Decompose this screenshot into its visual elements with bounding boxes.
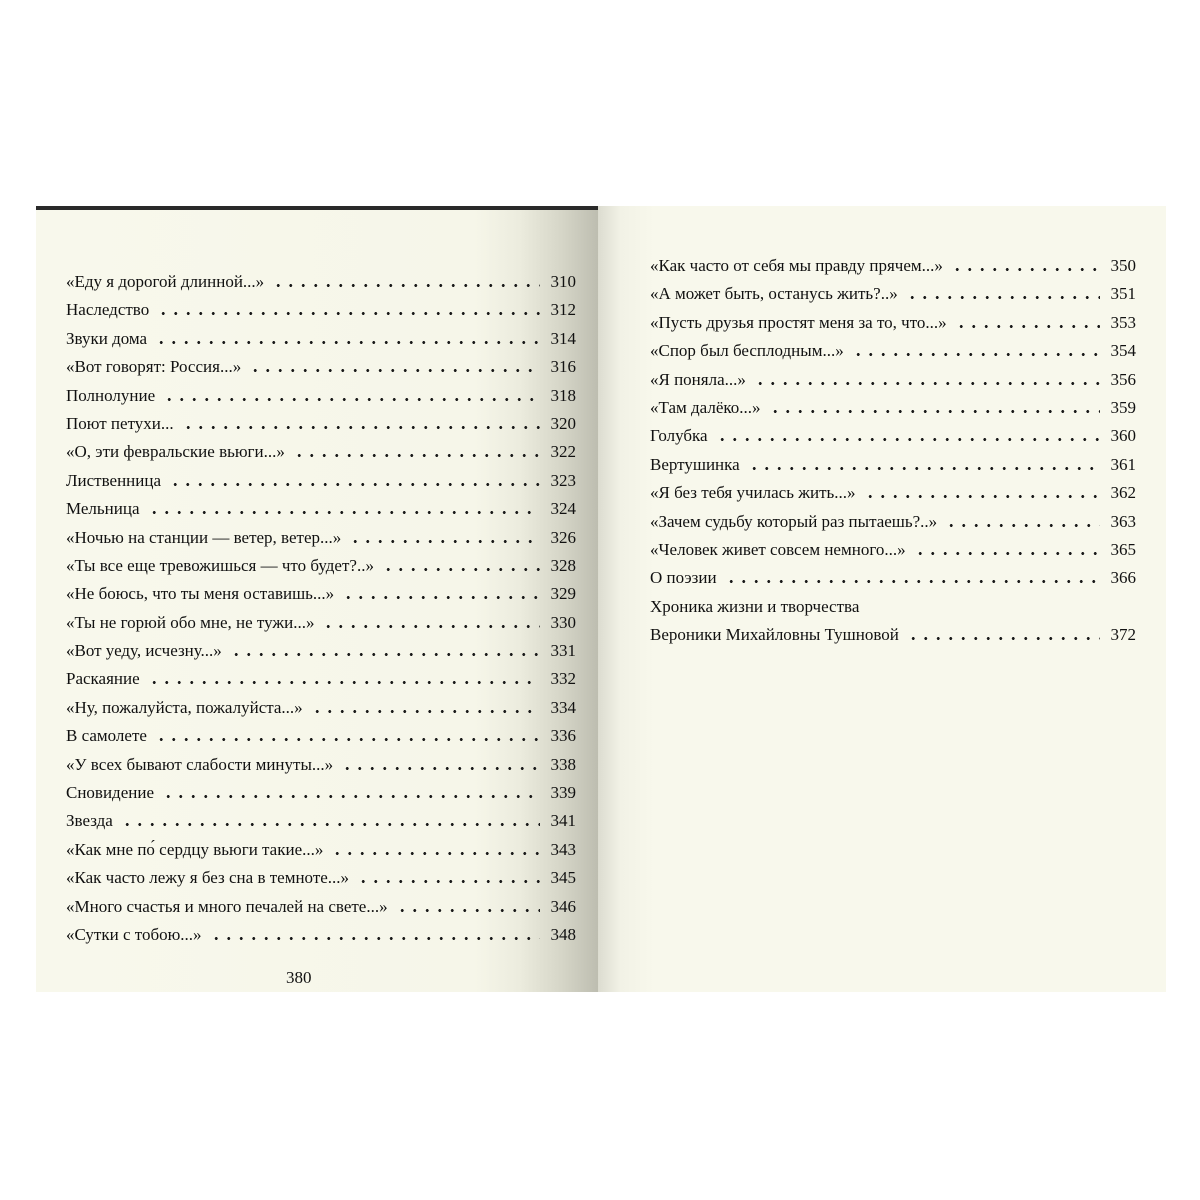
left-page (36, 206, 598, 992)
toc-entry (650, 422, 1136, 450)
toc-entry-title: «Я без тебя училась жить...» (650, 483, 856, 503)
dot-leader (914, 552, 1100, 555)
toc-entry-page-number: 362 (1110, 483, 1136, 503)
dot-leader (754, 382, 1100, 385)
toc-entry-title: «О, эти февральские вьюги...» (66, 442, 285, 462)
toc-entry-page-number: 366 (1110, 568, 1136, 588)
toc-entry (650, 252, 1136, 280)
toc-entry-page-number: 354 (1110, 341, 1136, 361)
toc-entry-title: «Вот говорят: Россия...» (66, 357, 242, 377)
toc-entry-page-number: 360 (1110, 426, 1136, 446)
toc-entry-title: «Человек живет совсем немного...» (650, 539, 906, 559)
dot-leader (163, 398, 540, 401)
toc-entry-page-number: 359 (1110, 397, 1136, 417)
toc-entry-page-number: 314 (550, 328, 576, 348)
toc-entry-title: «Не боюсь, что ты меня оставишь...» (66, 584, 335, 604)
toc-entry-title: «Ну, пожалуйста, пожалуйста...» (66, 697, 303, 717)
dot-leader (725, 580, 1100, 583)
toc-entry (66, 864, 576, 892)
toc-entry-title: В самолете (66, 726, 147, 746)
toc-entry-title: Лиственница (66, 470, 162, 490)
toc-entry (66, 410, 576, 438)
toc-entry-page-number: 365 (1110, 539, 1136, 559)
dot-leader (210, 937, 540, 940)
toc-entry-title-line1: Хроника жизни и творчества (650, 596, 860, 616)
toc-entry-title-line2: Вероники Михайловны Тушновой (650, 625, 899, 645)
dot-leader (272, 284, 540, 287)
dot-leader (293, 454, 540, 457)
toc-entry-page-number: 332 (550, 669, 576, 689)
dot-leader (382, 568, 540, 571)
toc-entry (66, 694, 576, 722)
table-of-contents-left (66, 268, 576, 949)
toc-entry-page-number: 329 (550, 584, 576, 604)
dot-leader (121, 823, 540, 826)
toc-entry (650, 451, 1136, 479)
toc-entry-chronicle (650, 593, 1136, 650)
toc-entry-page-number: 334 (550, 697, 576, 717)
toc-entry-page-number: 336 (550, 726, 576, 746)
dot-leader (169, 483, 540, 486)
toc-entry-page-number: 330 (550, 612, 576, 632)
toc-entry-page-number: 346 (550, 896, 576, 916)
toc-entry (650, 536, 1136, 564)
toc-entry-page-number: 316 (550, 357, 576, 377)
toc-entry (66, 893, 576, 921)
toc-entry-title: Вертушинка (650, 454, 740, 474)
table-of-contents-right (650, 252, 1136, 649)
toc-entry-title: Голубка (650, 426, 708, 446)
toc-entry (66, 807, 576, 835)
page-number: 380 (286, 968, 312, 987)
book-spread (36, 206, 1166, 992)
toc-entry-page-number: 348 (550, 924, 576, 944)
toc-entry-title: «А может быть, останусь жить?..» (650, 284, 898, 304)
toc-entry (66, 779, 576, 807)
toc-entry-title: «Много счастья и много печалей на свете...» (66, 896, 388, 916)
dot-leader (148, 511, 540, 514)
toc-entry-title: О поэзии (650, 568, 717, 588)
toc-entry-page-number: 318 (550, 385, 576, 405)
toc-entry-title: Сновидение (66, 783, 154, 803)
toc-entry (66, 580, 576, 608)
toc-entry-title: Звезда (66, 811, 113, 831)
toc-entry-page-number: 339 (550, 783, 576, 803)
dot-leader (951, 268, 1100, 271)
toc-entry-page-number: 310 (550, 272, 576, 291)
toc-entry (66, 495, 576, 523)
dot-leader (311, 710, 540, 713)
toc-entry (650, 366, 1136, 394)
dot-leader (155, 341, 540, 344)
toc-entry (650, 337, 1136, 365)
toc-entry-page-number: 350 (1110, 256, 1136, 275)
toc-entry (66, 268, 576, 296)
toc-entry-title: «Ты не горюй обо мне, не тужи...» (66, 612, 315, 632)
dot-leader (148, 681, 540, 684)
toc-entry (650, 394, 1136, 422)
dot-leader (230, 653, 540, 656)
toc-entry (66, 296, 576, 324)
toc-entry-title: Раскаяние (66, 669, 140, 689)
toc-entry-title: «У всех бывают слабости минуты...» (66, 754, 334, 774)
toc-entry-page-number: 326 (550, 527, 576, 547)
toc-entry-title: «Пусть друзья простят меня за то, что...» (650, 312, 947, 332)
toc-entry-title: «Вот уеду, исчезну...» (66, 641, 222, 661)
toc-entry (650, 479, 1136, 507)
dot-leader (907, 637, 1100, 640)
toc-entry (66, 524, 576, 552)
dot-leader (157, 312, 540, 315)
page-top-edge (36, 206, 598, 210)
dot-leader (349, 540, 540, 543)
toc-entry-page-number: 341 (550, 811, 576, 831)
toc-entry-page-number: 356 (1110, 369, 1136, 389)
toc-entry (650, 564, 1136, 592)
dot-leader (955, 325, 1100, 328)
toc-entry-title: «Как часто от себя мы правду прячем...» (650, 256, 943, 275)
toc-entry (66, 665, 576, 693)
toc-entry-title: Наследство (66, 300, 150, 320)
toc-entry-page-number: 351 (1110, 284, 1136, 304)
dot-leader (396, 909, 540, 912)
toc-entry (650, 280, 1136, 308)
toc-entry-title: «Я поняла...» (650, 369, 746, 389)
toc-entry-page-number: 328 (550, 555, 576, 575)
toc-entry-title: «Зачем судьбу который раз пытаешь?..» (650, 511, 938, 531)
toc-entry-title: «Еду я дорогой длинной...» (66, 272, 265, 291)
toc-entry-page-number: 312 (550, 300, 576, 320)
dot-leader (357, 880, 540, 883)
toc-entry-page-number: 345 (550, 868, 576, 888)
toc-entry-title: «Спор был бесплодным...» (650, 341, 844, 361)
toc-entry (650, 508, 1136, 536)
toc-entry-title: «Как мне по́ сердцу вьюги такие...» (66, 839, 324, 859)
toc-entry-page-number: 363 (1110, 511, 1136, 531)
toc-entry-page-number: 323 (550, 470, 576, 490)
dot-leader (906, 296, 1100, 299)
toc-entry (66, 609, 576, 637)
toc-entry (66, 637, 576, 665)
toc-entry (66, 552, 576, 580)
dot-leader (322, 625, 540, 628)
toc-entry-title: Мельница (66, 499, 140, 519)
toc-entry (66, 836, 576, 864)
toc-entry-title: «Там далёко...» (650, 397, 761, 417)
toc-entry-page-number: 343 (550, 839, 576, 859)
dot-leader (155, 738, 540, 741)
toc-entry-page-number: 361 (1110, 454, 1136, 474)
toc-entry-page-number: 338 (550, 754, 576, 774)
toc-entry-title: Полнолуние (66, 385, 156, 405)
toc-entry (66, 751, 576, 779)
dot-leader (769, 410, 1100, 413)
toc-entry (66, 438, 576, 466)
toc-entry-title: «Ночью на станции — ветер, ветер...» (66, 527, 342, 547)
right-page (598, 206, 1166, 992)
toc-entry (66, 467, 576, 495)
dot-leader (716, 438, 1100, 441)
dot-leader (182, 426, 540, 429)
toc-entry-title: Звуки дома (66, 328, 148, 348)
toc-entry-page-number: 331 (550, 641, 576, 661)
dot-leader (331, 852, 540, 855)
toc-entry (66, 353, 576, 381)
toc-entry (66, 382, 576, 410)
toc-entry-title: Поют петухи... (66, 413, 174, 433)
toc-entry-page-number: 353 (1110, 312, 1136, 332)
dot-leader (342, 596, 540, 599)
toc-entry (66, 921, 576, 949)
toc-entry-page-number: 322 (550, 442, 576, 462)
dot-leader (249, 369, 540, 372)
dot-leader (162, 795, 540, 798)
dot-leader (864, 495, 1100, 498)
dot-leader (748, 467, 1100, 470)
toc-entry-title: «Сутки с тобою...» (66, 924, 202, 944)
toc-entry (650, 309, 1136, 337)
toc-entry-title: «Как часто лежу я без сна в темноте...» (66, 868, 350, 888)
dot-leader (852, 353, 1100, 356)
toc-entry (66, 722, 576, 750)
toc-entry-page-number: 372 (1110, 625, 1136, 645)
toc-entry-page-number: 320 (550, 413, 576, 433)
toc-entry-page-number: 324 (550, 499, 576, 519)
dot-leader (945, 524, 1100, 527)
dot-leader (341, 767, 540, 770)
toc-entry-title: «Ты все еще тревожишься — что будет?..» (66, 555, 374, 575)
toc-entry (66, 325, 576, 353)
